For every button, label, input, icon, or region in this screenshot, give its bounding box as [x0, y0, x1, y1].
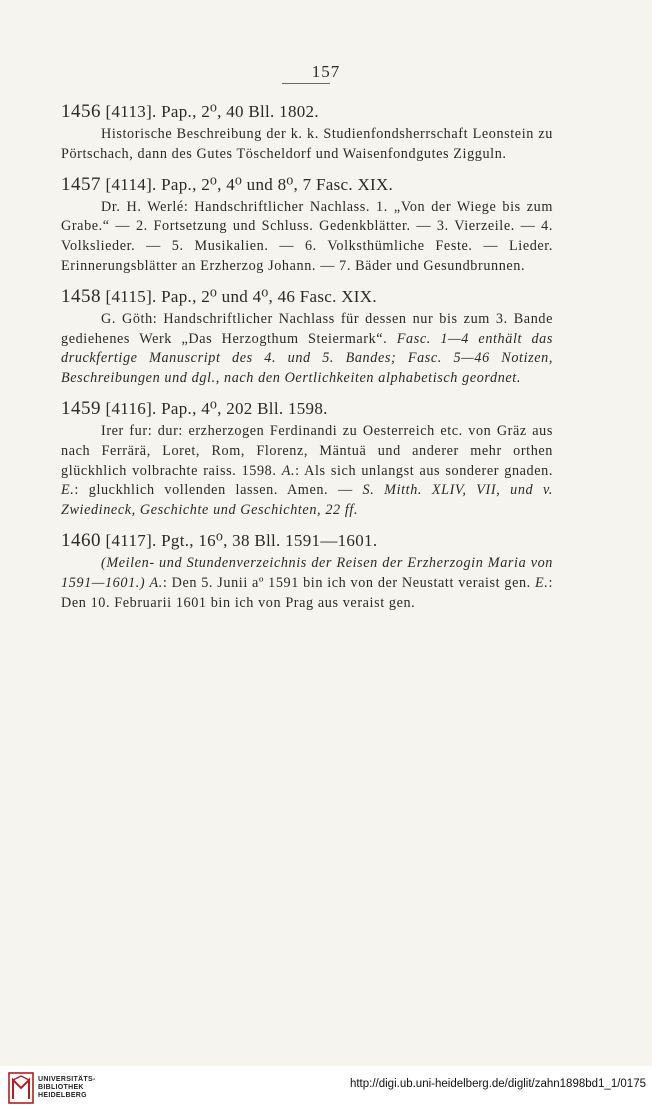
italic-text: E. — [535, 574, 549, 591]
entry-number: 1457 — [61, 173, 101, 195]
entry-shelfmark: [4113]. Pap., 2⁰, 40 Bll. 1802. — [101, 102, 319, 121]
library-name-line: HEIDELBERG — [38, 1092, 87, 1099]
text-segment: Dr. H. Werlé: Handschriftlicher Nachlass. 1. „Von der Wiege bis zum Grabe.“ — 2. Fortsetzung und Schluss. Gedenkblätter. — 3. Vierzeile. — 4. Volkslieder. — 5. Musikalien. — 6. Volksthümliche Feste. — Lieder. Erinnerungsblätter an Erzherzog Johann. — 7. Bäder und Gesundbrunnen. — [61, 198, 553, 274]
text-segment: : Den 5. Junii aº 1591 bin ich von der Neustatt veraist gen. — [162, 574, 536, 591]
catalog-entry — [61, 100, 553, 165]
entry-heading — [61, 397, 553, 420]
italic-text: A. — [149, 574, 163, 591]
entry-shelfmark: [4116]. Pap., 4⁰, 202 Bll. 1598. — [101, 398, 328, 418]
text-segment: Irer fur: dur: erzherzogen Ferdinandi zu Oesterreich etc. von Gräz aus nach Ferrärä, Loret, Rom, Florenz, Mäntuä und anderer mehr orthen glückhlich volbrachte raiss. 1598. — [61, 422, 553, 479]
entry-heading — [61, 100, 553, 123]
entry-number: 1460 — [61, 529, 101, 551]
entry-description — [61, 554, 553, 613]
entry-number: 1456 — [61, 101, 101, 122]
entry-number: 1459 — [61, 397, 101, 419]
library-name-line: BIBLIOTHEK — [38, 1084, 84, 1091]
page-number: 157 — [311, 62, 341, 81]
italic-text: E. — [61, 482, 75, 499]
text-segment: Historische Beschreibung der k. k. Studienfondsherrschaft Leonstein zu Pörtschach, dann des Gutes Töscheldorf und Waisenfondgutes Zigguln. — [61, 126, 553, 162]
library-footer — [0, 1066, 652, 1111]
entry-number: 1458 — [61, 285, 101, 307]
italic-text: S. Mitth. XLIV, VII, und v. Zwiedineck, Geschichte und Geschichten, 22 ff. — [61, 482, 553, 519]
entry-heading — [61, 529, 553, 552]
catalog-entry — [61, 397, 553, 521]
entry-description — [61, 422, 553, 521]
catalog-entry — [61, 529, 553, 613]
entry-heading — [61, 285, 553, 308]
digital-copy-link[interactable]: http://digi.ub.uni-heidelberg.de/diglit/zahn1898bd1_1/0175 — [349, 1078, 646, 1090]
entry-description — [61, 125, 553, 165]
catalog-entry — [61, 285, 553, 389]
catalog-entries — [61, 100, 553, 621]
text-segment: : Als sich unlangst aus sonderer gnaden. — [295, 462, 553, 479]
university-library-logo-icon — [8, 1072, 34, 1104]
library-name-line: UNIVERSITÄTS- — [38, 1076, 96, 1083]
entry-heading — [61, 173, 553, 196]
entry-shelfmark: [4115]. Pap., 2⁰ und 4⁰, 46 Fasc. XIX. — [101, 286, 377, 306]
entry-shelfmark: [4114]. Pap., 2⁰, 4⁰ und 8⁰, 7 Fasc. XIX. — [101, 174, 394, 194]
entry-description — [61, 310, 553, 389]
text-segment: G. Göth: Handschriftlicher Nachlass für dessen nur bis zum 3. Bande gediehenes Werk „Das Herzogthum Steiermark“. — [61, 310, 553, 347]
italic-text: Fasc. 1—4 enthält das druckfertige Manuscript des 4. und 5. Bandes; Fasc. 5—46 Notizen, Beschreibungen und dgl., nach den Oertlichkeiten alphabetisch geordnet. — [61, 330, 553, 387]
entry-description — [61, 198, 553, 277]
library-name — [38, 1076, 96, 1100]
italic-text: (Meilen- und Stundenverzeichnis der Reisen der Erzherzogin Maria von 1591—1601.) — [61, 554, 553, 591]
text-segment: : Den 10. Februarii 1601 bin ich von Prag aus veraist gen. — [61, 574, 553, 611]
italic-text: A. — [281, 462, 296, 479]
text-segment: : gluckhlich vollenden lassen. Amen. — — [74, 482, 363, 499]
page-number-rule — [282, 83, 330, 84]
catalog-entry — [61, 173, 553, 277]
entry-shelfmark: [4117]. Pgt., 16⁰, 38 Bll. 1591—1601. — [101, 530, 378, 550]
